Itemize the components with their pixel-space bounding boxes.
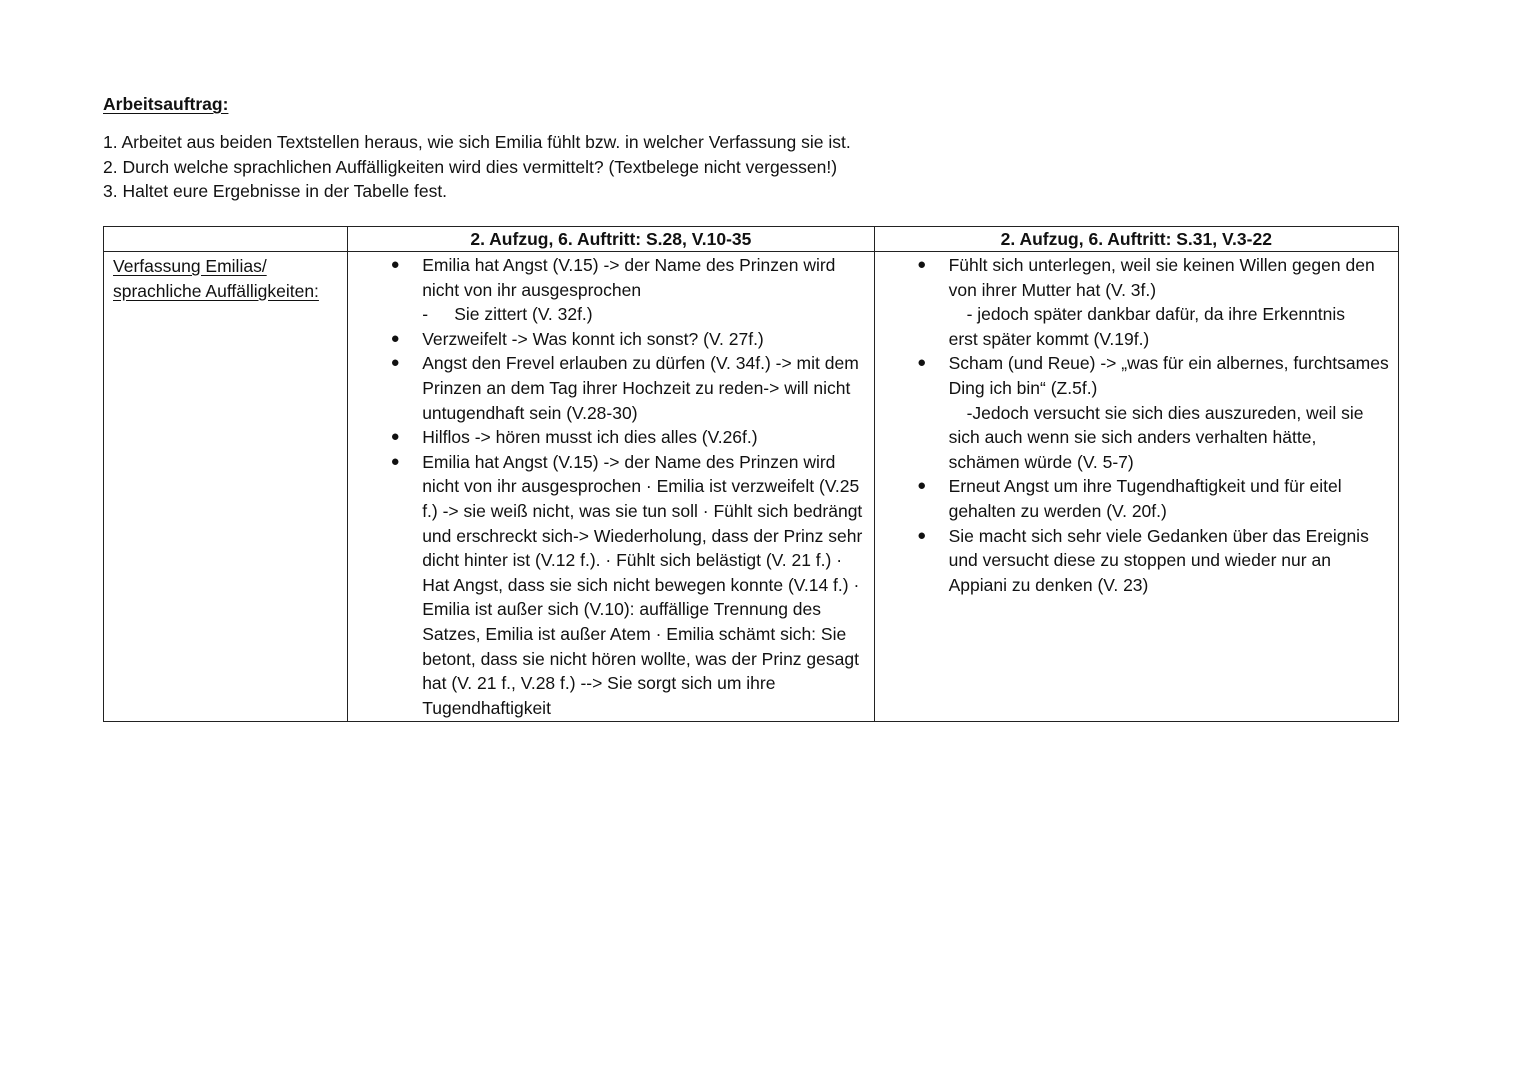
- list-item: ● Scham (und Reue) -> „was für ein albernes, furchtsames Ding ich bin“ (Z.5f.) -Jedoch versucht sie sich dies auszureden, weil sie sich auch wenn sie sich anders verhalten hätte, schämen würde (V. 5-7): [875, 351, 1390, 474]
- row-label-line: sprachliche Auffälligkeiten:: [113, 280, 319, 301]
- list-item: ● Angst den Frevel erlauben zu dürfen (V. 34f.) -> mit dem Prinzen an dem Tag ihrer Hochzeit zu reden-> will nicht untugendhaft sein (V.28-30): [348, 351, 865, 425]
- document-page: [103, 92, 1399, 722]
- table-header-row: [104, 226, 1399, 252]
- bullet-icon: ●: [917, 526, 927, 544]
- continuation-line: -Jedoch versucht sie sich dies auszureden, weil sie: [966, 402, 1364, 423]
- task-item: 2. Durch welche sprachlichen Auffälligkeiten wird dies vermittelt? (Textbelege nicht vergessen!): [103, 156, 838, 177]
- table-row: [104, 252, 1399, 722]
- task-list: [103, 130, 1399, 204]
- sub-list: [422, 302, 865, 327]
- bullet-icon: ●: [917, 256, 927, 274]
- scene-a-list: [348, 253, 865, 720]
- list-item: ● Emilia hat Angst (V.15) -> der Name des Prinzen wird nicht von ihr ausgesprochen · Emilia ist verzweifelt (V.25 f.) -> sie weiß nicht, was sie tun soll · Fühlt sich bedrängt und erschreckt sich-> Wiederholung, dass der Prinz sehr dicht hinter ist (V.12 f.). · Fühlt sich belästigt (V. 21 f.) · Hat Angst, dass sie sich nicht bewegen konnte (V.14 f.) · Emilia ist außer sich (V.10): auffällige Trennung des Satzes, Emilia ist außer Atem · Emilia schämt sich: Sie betont, dass sie nicht hören wollte, was der Prinz gesagt hat (V. 21 f., V.28 f.) --> Sie sorgt sich um ihre Tugendhaftigkeit: [348, 450, 865, 721]
- header-empty-cell: [104, 226, 348, 252]
- bullet-icon: ●: [390, 428, 400, 446]
- bullet-icon: ●: [390, 354, 400, 372]
- continuation-line: erst später kommt (V.19f.): [948, 328, 1150, 349]
- results-table: [103, 226, 1399, 723]
- header-scene-b: 2. Aufzug, 6. Auftritt: S.31, V.3-22: [874, 226, 1398, 252]
- row-label-line: Verfassung Emilias/: [113, 256, 267, 277]
- list-item: ● Fühlt sich unterlegen, weil sie keinen Willen gegen den von ihrer Mutter hat (V. 3f.) - jedoch später dankbar dafür, da ihre Erkenntnis erst später kommt (V.19f.): [875, 253, 1390, 351]
- bullet-icon: ●: [917, 354, 927, 372]
- bullet-icon: ●: [917, 477, 927, 495]
- assignment-heading: Arbeitsauftrag:: [103, 94, 229, 114]
- scene-b-list: [875, 253, 1390, 597]
- row-label-cell: [104, 252, 348, 722]
- scene-b-cell: [874, 252, 1398, 722]
- sub-list-item: - Sie zittert (V. 32f.): [422, 302, 865, 327]
- bullet-icon: ●: [390, 329, 400, 347]
- bullet-icon: ●: [390, 452, 400, 470]
- continuation-line: - jedoch später dankbar dafür, da ihre Erkenntnis: [966, 304, 1346, 325]
- task-item: 3. Haltet eure Ergebnisse in der Tabelle fest.: [103, 181, 448, 201]
- header-scene-a: 2. Aufzug, 6. Auftritt: S.28, V.10-35: [348, 226, 874, 252]
- continuation-line: sich auch wenn sie sich anders verhalten hätte, schämen würde (V. 5-7): [948, 427, 1317, 472]
- list-item: ● Hilflos -> hören musst ich dies alles (V.26f.): [348, 425, 865, 450]
- list-item: ● Verzweifelt -> Was konnt ich sonst? (V. 27f.): [348, 327, 865, 352]
- scene-a-cell: [348, 252, 874, 722]
- list-item: ● Erneut Angst um ihre Tugendhaftigkeit und für eitel gehalten zu werden (V. 20f.): [875, 474, 1390, 523]
- list-item: ● Emilia hat Angst (V.15) -> der Name des Prinzen wird nicht von ihr ausgesprochen - Sie zittert (V. 32f.): [348, 253, 865, 327]
- bullet-icon: ●: [390, 256, 400, 274]
- dash-icon: -: [422, 304, 429, 325]
- task-item: 1. Arbeitet aus beiden Textstellen heraus, wie sich Emilia fühlt bzw. in welcher Verfassung sie ist.: [103, 132, 851, 152]
- list-item: ● Sie macht sich sehr viele Gedanken über das Ereignis und versucht diese zu stoppen und wieder nur an Appiani zu denken (V. 23): [875, 524, 1390, 598]
